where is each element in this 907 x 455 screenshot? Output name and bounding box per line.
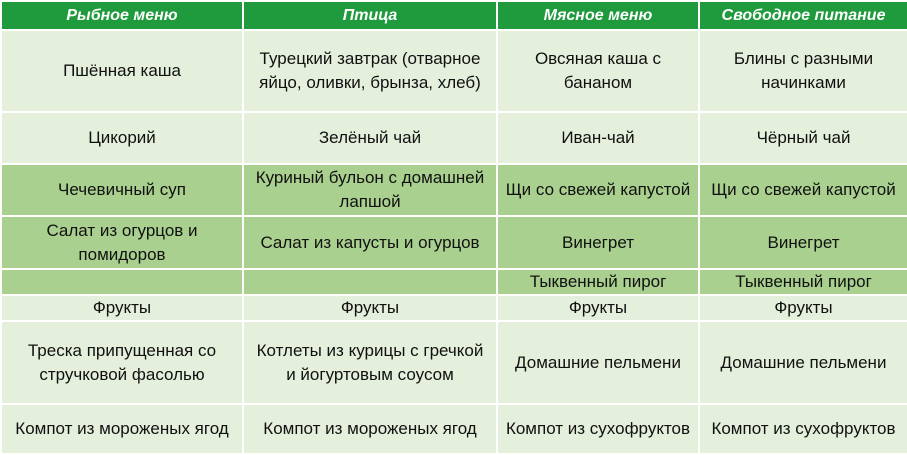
- table-row-dinner: [1, 321, 907, 404]
- table-cell: Фрукты: [243, 295, 497, 321]
- table-cell: Щи со свежей капустой: [497, 164, 699, 216]
- header-free-diet: Свободное питание: [699, 1, 907, 30]
- table-cell: Иван-чай: [497, 112, 699, 164]
- table-header: [1, 1, 907, 30]
- header-fish-menu: Рыбное меню: [1, 1, 243, 30]
- table-row-soup: [1, 164, 907, 216]
- table-cell: Компот из сухофруктов: [497, 404, 699, 454]
- table-cell: Треска припущенная со стручковой фасолью: [1, 321, 243, 404]
- table-cell: Компот из мороженых ягод: [243, 404, 497, 454]
- table-cell: Турецкий завтрак (отварное яйцо, оливки, брынза, хлеб): [243, 30, 497, 112]
- table-cell: Тыквенный пирог: [497, 269, 699, 295]
- table-cell: Блины с разными начинками: [699, 30, 907, 112]
- table-cell: Цикорий: [1, 112, 243, 164]
- table-row-compote: [1, 404, 907, 454]
- table-cell: [243, 269, 497, 295]
- table-cell: Компот из сухофруктов: [699, 404, 907, 454]
- table-cell: Тыквенный пирог: [699, 269, 907, 295]
- table-row-breakfast: [1, 30, 907, 112]
- table-cell: Фрукты: [497, 295, 699, 321]
- table-cell: Фрукты: [1, 295, 243, 321]
- table-row-fruit: [1, 295, 907, 321]
- table-cell: Винегрет: [497, 216, 699, 269]
- table-cell: Щи со свежей капустой: [699, 164, 907, 216]
- table-cell: Компот из мороженых ягод: [1, 404, 243, 454]
- header-row: [1, 1, 907, 30]
- table-cell: Фрукты: [699, 295, 907, 321]
- table-cell: Салат из капусты и огурцов: [243, 216, 497, 269]
- table-cell: Винегрет: [699, 216, 907, 269]
- table-cell: Домашние пельмени: [497, 321, 699, 404]
- table-row-pie: [1, 269, 907, 295]
- table-row-drink: [1, 112, 907, 164]
- header-meat-menu: Мясное меню: [497, 1, 699, 30]
- table-cell: Овсяная каша с бананом: [497, 30, 699, 112]
- table-body: [1, 30, 907, 454]
- table-cell: Котлеты из курицы с гречкой и йогуртовым соусом: [243, 321, 497, 404]
- header-poultry: Птица: [243, 1, 497, 30]
- table-cell: Чечевичный суп: [1, 164, 243, 216]
- table-cell: Зелёный чай: [243, 112, 497, 164]
- table-row-salad: [1, 216, 907, 269]
- table-cell: Пшённая каша: [1, 30, 243, 112]
- table-cell: Чёрный чай: [699, 112, 907, 164]
- table-cell: Салат из огурцов и помидоров: [1, 216, 243, 269]
- table-cell: Куриный бульон с домашней лапшой: [243, 164, 497, 216]
- table-cell: [1, 269, 243, 295]
- table-cell: Домашние пельмени: [699, 321, 907, 404]
